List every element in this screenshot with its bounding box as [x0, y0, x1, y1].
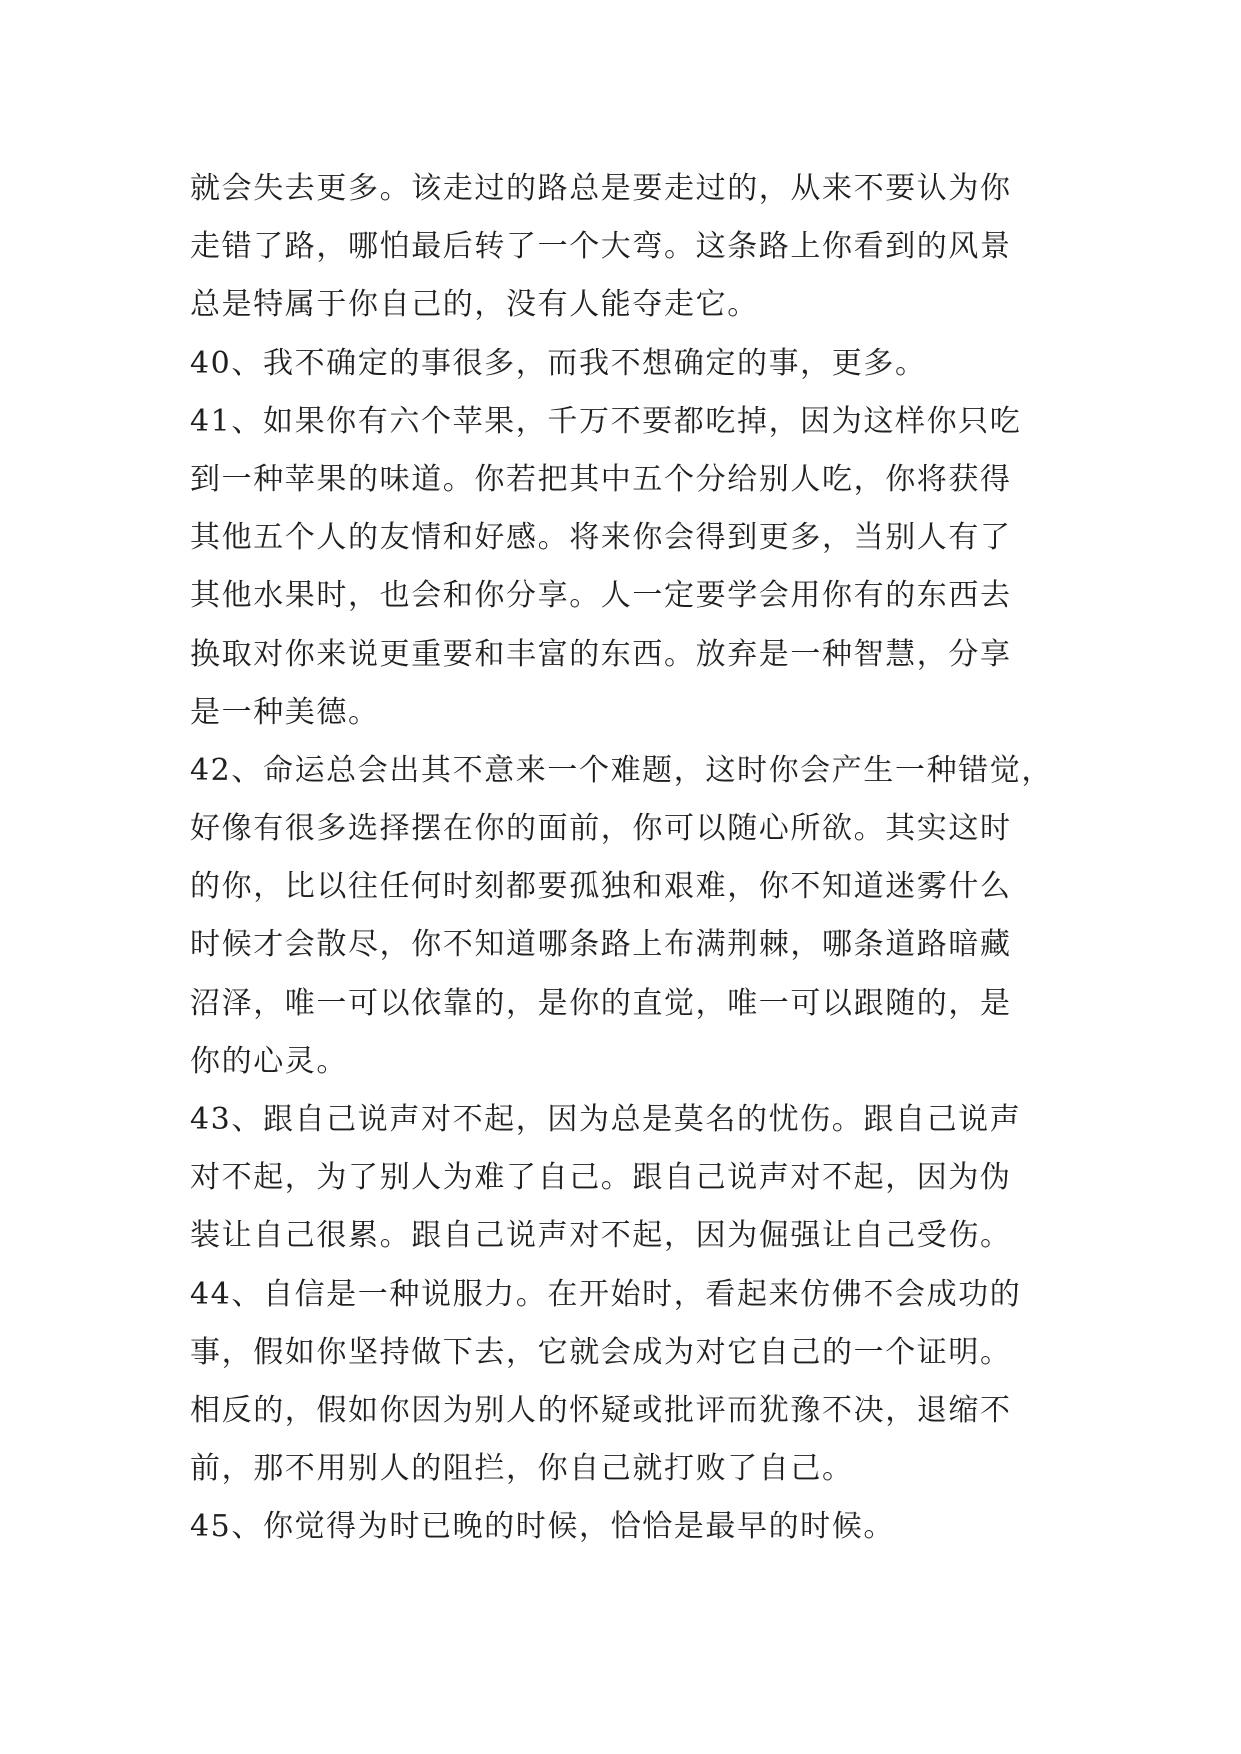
- text-line: 事，假如你坚持做下去，它就会成为对它自己的一个证明。: [190, 1334, 1012, 1370]
- item-43-line: 43、跟自己说声对不起，因为总是莫名的忧伤。跟自己说声: [190, 1102, 1022, 1137]
- text-line: 时候才会散尽，你不知道哪条路上布满荆棘，哪条道路暗藏: [190, 927, 1012, 963]
- text-line: 其他水果时，也会和你分享。人一定要学会用你有的东西去: [190, 578, 1012, 614]
- text-line: 对不起，为了别人为难了自己。跟自己说声对不起，因为伪: [190, 1160, 1012, 1196]
- text-line: 到一种苹果的味道。你若把其中五个分给别人吃，你将获得: [190, 461, 1012, 497]
- text-line: 相反的，假如你因为别人的怀疑或批评而犹豫不决，退缩不: [190, 1392, 1012, 1428]
- text-line: 装让自己很累。跟自己说声对不起，因为倔强让自己受伤。: [190, 1218, 1012, 1254]
- item-41-line: 41、如果你有六个苹果，千万不要都吃掉，因为这样你只吃: [190, 403, 1022, 439]
- text-line: 总是特属于你自己的，没有人能夺走它。: [190, 287, 759, 323]
- item-44-line: 44、自信是一种说服力。在开始时，看起来仿佛不会成功的: [190, 1276, 1022, 1312]
- text-line: 就会失去更多。该走过的路总是要走过的，从来不要认为你: [190, 171, 1012, 206]
- text-line: 走错了路，哪怕最后转了一个大弯。这条路上你看到的风景: [190, 229, 1012, 265]
- document-body: [190, 160, 1070, 1557]
- text-line: 换取对你来说更重要和丰富的东西。放弃是一种智慧，分享: [190, 636, 1012, 672]
- item-40-line: 40、我不确定的事很多，而我不想确定的事，更多。: [190, 345, 927, 381]
- text-line: 好像有很多选择摆在你的面前，你可以随心所欲。其实这时: [190, 811, 1012, 847]
- text-line: 是一种美德。: [190, 694, 380, 730]
- text-line: 其他五个人的友情和好感。将来你会得到更多，当别人有了: [190, 520, 1012, 556]
- item-45-line: 45、你觉得为时已晚的时候，恰恰是最早的时候。: [190, 1509, 895, 1545]
- text-line: 沼泽，唯一可以依靠的，是你的直觉，唯一可以跟随的，是: [190, 985, 1012, 1021]
- item-42-line: 42、命运总会出其不意来一个难题，这时你会产生一种错觉，: [190, 752, 1053, 788]
- text-line: 前，那不用别人的阻拦，你自己就打败了自己。: [190, 1451, 854, 1487]
- text-line: 你的心灵。: [190, 1043, 348, 1079]
- text-line: 的你，比以往任何时刻都要孤独和艰难，你不知道迷雾什么: [190, 869, 1012, 905]
